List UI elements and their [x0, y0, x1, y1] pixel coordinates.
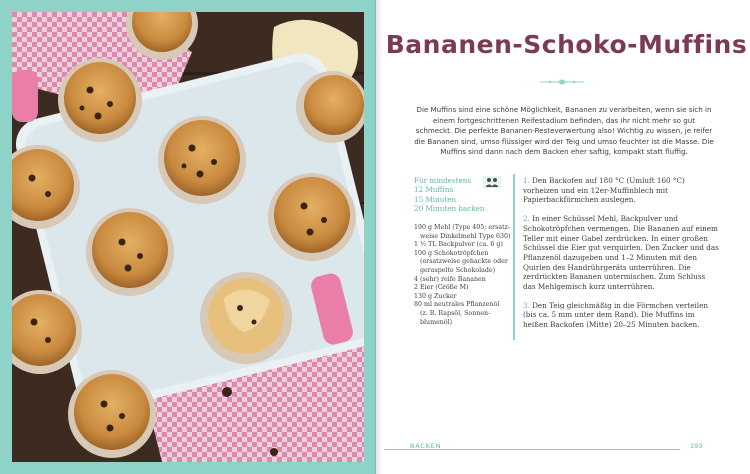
people-icon [483, 176, 501, 188]
ingredient-line: 1 ½ TL Backpulver (ca. 6 g) [414, 241, 503, 249]
ingredient-line: 130 g Zucker [414, 292, 457, 300]
section-label: BACKEN [410, 442, 442, 450]
page-spine [375, 0, 383, 474]
ingredient-line: 190 g Mehl (Type 405; ersatz- [414, 224, 511, 231]
step-text: Den Backofen auf 180 °C (Umluft 160 °C) vorheizen und ein 12er-Muffinblech mit Papierbackförmchen auslegen. [523, 176, 685, 205]
ingredient-line: weise Dinkelmehl Type 630) [420, 232, 511, 240]
ingredient-line: blumenöl) [420, 318, 453, 326]
leaf-ornament-icon [538, 76, 586, 88]
step-number: 1. [523, 176, 530, 185]
meta-servings: Für mindestens [414, 176, 472, 185]
ingredient-line: 80 ml neutrales Pflanzenöl [414, 301, 500, 309]
ingredient-line: (ersatzweise gehackte oder [420, 258, 508, 266]
step-number: 3. [523, 300, 530, 310]
step-1 [523, 176, 719, 205]
intro-text: Die Muffins sind eine schöne Möglichkeit, Bananen zu verarbeiten, wenn sie sich in einem fortgeschrittenen Reifestadium befinden, das ihr nicht mehr so gut schmeckt. Die perfekte Bananen-Resteverwertung also! Wichtig zu wissen, je reifer die Bananen sind, umso flüssiger wird der Teig und umso feuchter ist die Masse. Die Muffins sind dann nach dem Backen eher saftig, kompakt statt fluffig. [414, 105, 714, 157]
ingredient-line: 100 g Schokotröpfchen [414, 249, 489, 257]
column-divider [513, 174, 515, 340]
ingredient-line: geraspelte Schokolade) [420, 266, 496, 274]
step-text: In einer Schüssel Mehl, Backpulver und Schokotröpfchen vermengen. Die Bananen auf einem Teller mit einer Gabel zerdrücken. In einer großen Schüssel die Eier gut verquirlen. Den Zucker und das Pflanzenöl dazugeben und 1–2 Minuten mit den Quirlen des Handrührgeräts unterrühren. Die zerdrückten Bananen untermischen. Zum Schluss das Mehlgemisch kurz unterrühren. [523, 214, 719, 292]
step-list [523, 176, 719, 339]
step-number: 2. [523, 214, 530, 224]
meta-prep-time: 15 Minuten [414, 194, 457, 204]
ingredient-line: 4 (sehr) reife Bananen [414, 275, 486, 283]
meta-yield: 12 Muffins [414, 185, 454, 195]
step-2 [523, 214, 719, 292]
step-text: Den Teig gleichmäßig in die Förmchen verteilen (bis ca. 5 mm unter dem Rand). Die Muffins im heißen Backofen (Mitte) 20–25 Minuten backen. [523, 300, 708, 330]
step-3 [523, 301, 719, 330]
page-title: Bananen-Schoko-Muffins [385, 30, 748, 59]
ingredient-line: (z. B. Rapsöl, Sonnen- [420, 309, 491, 317]
ingredient-list [414, 224, 514, 327]
ingredient-line: 2 Eier (Größe M) [414, 284, 469, 292]
muffin-photo [12, 12, 364, 462]
meta-bake-time: 20 Minuten backen [414, 204, 485, 214]
page-number: 193 [690, 442, 703, 450]
